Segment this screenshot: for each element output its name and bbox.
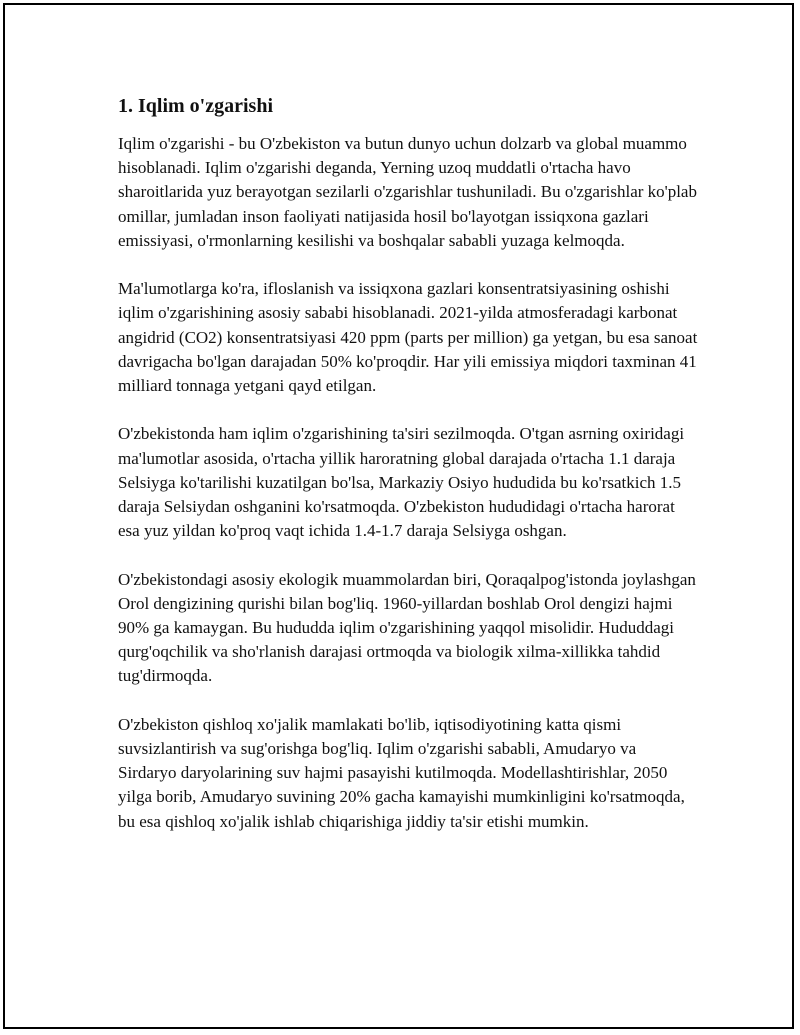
paragraph-4: O'zbekistondagi asosiy ekologik muammolardan biri, Qoraqalpog'istonda joylashgan Orol dengizining qurishi bilan bog'liq. 1960-yillardan boshlab Orol dengizi hajmi 90% ga kamaygan. Bu hududda iqlim o'zgarishining yaqqol misolidir. Hududdagi qurg'oqchilik va sho'rlanish darajasi ortmoqda va biologik xilma-xillikka tahdid tug'dirmoqda.: [118, 569, 696, 686]
paragraph-5: O'zbekiston qishloq xo'jalik mamlakati bo'lib, iqtisodiyotining katta qismi suvsizlantirish va sug'orishga bog'liq. Iqlim o'zgarishi sababli, Amudaryo va Sirdaryo daryolarining suv hajmi pasayishi kutilmoqda. Modellashtirishlar, 2050 yilga borib, Amudaryo suvining 20% gacha kamayishi mumkinligini ko'rsatmoqda, bu esa qishloq xo'jalik ishlab chiqarishiga jiddiy ta'sir etishi mumkin.: [118, 714, 685, 831]
section-heading: 1. Iqlim o'zgarishi: [118, 95, 274, 117]
paragraph-2: Ma'lumotlarga ko'ra, ifloslanish va issiqxona gazlari konsentratsiyasining oshishi iqlim o'zgarishining asosiy sababi hisoblanadi. 2021-yilda atmosferadagi karbonat angidrid (CO2) konsentratsiyasi 420 ppm (parts per million) ga yetgan, bu esa sanoat davrigacha bo'lgan darajadan 50% ko'proqdir. Har yili emissiya miqdori taxminan 41 milliard tonnaga yetgani qayd etilgan.: [118, 279, 698, 396]
paragraph-3: O'zbekistonda ham iqlim o'zgarishining ta'siri sezilmoqda. O'tgan asrning oxiridagi ma'lumotlar asosida, o'rtacha yillik haroratning global darajada o'rtacha 1.1 daraja Selsiyga ko'tarilishi kuzatilgan bo'lsa, Markaziy Osiyo hududida bu ko'rsatkich 1.5 daraja Selsiydan oshganini ko'rsatmoqda. O'zbekiston hududidagi o'rtacha harorat esa yuz yildan ko'proq vaqt ichida 1.4-1.7 daraja Selsiyga oshgan.: [118, 424, 685, 541]
document-body: [118, 92, 698, 858]
paragraph-1: Iqlim o'zgarishi - bu O'zbekiston va butun dunyo uchun dolzarb va global muammo hisoblanadi. Iqlim o'zgarishi deganda, Yerning uzoq muddatli o'rtacha havo sharoitlarida yuz berayotgan sezilarli o'zgarishlar tushuniladi. Bu o'zgarishlar ko'plab omillar, jumladan inson faoliyati natijasida hosil bo'layotgan issiqxona gazlari emissiyasi, o'rmonlarning kesilishi va boshqalar sababli yuzaga kelmoqda.: [118, 134, 697, 250]
